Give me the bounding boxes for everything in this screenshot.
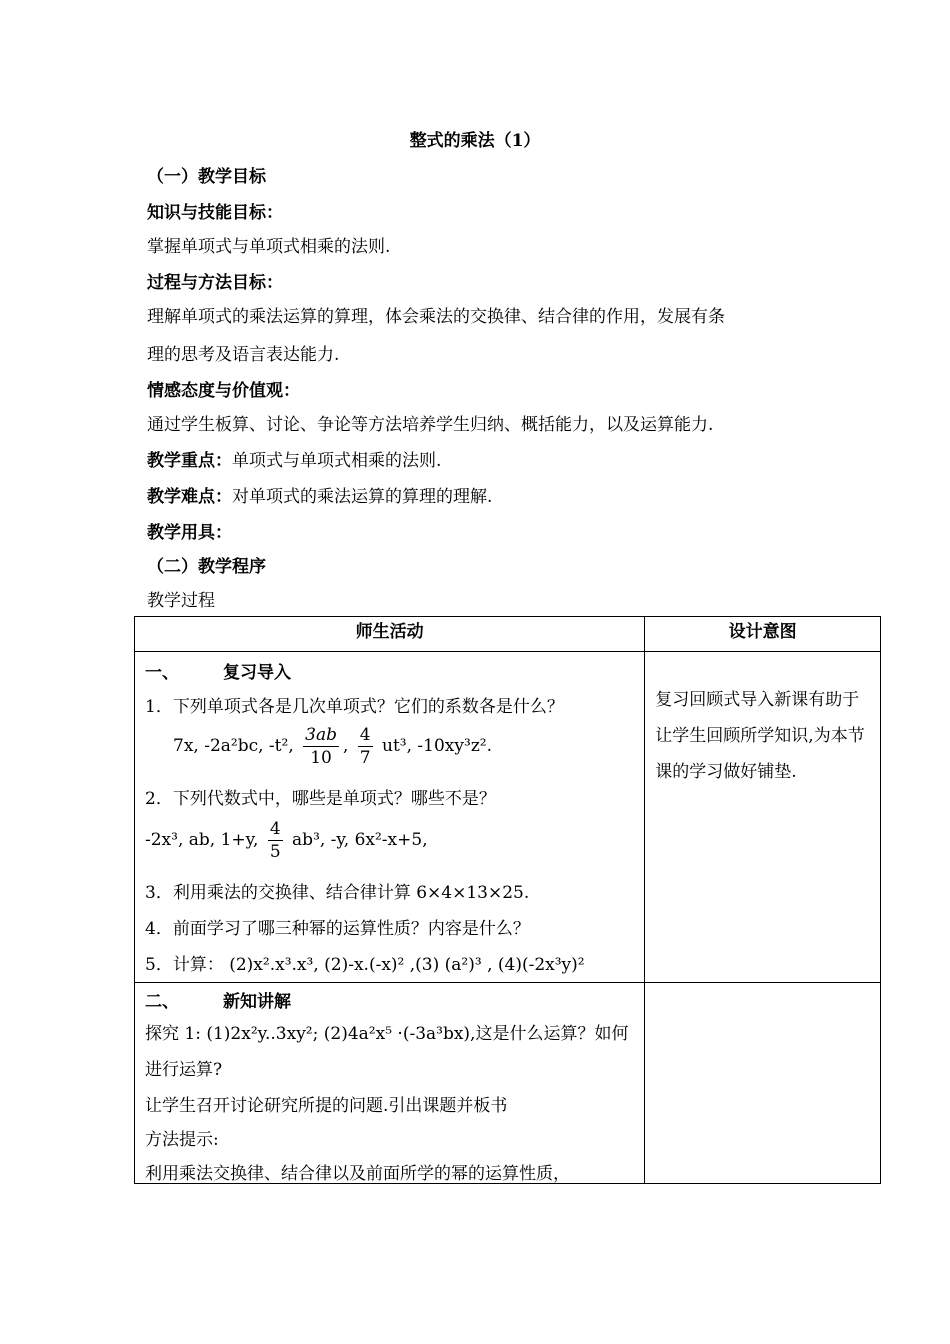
difficult-point-text: 对单项式的乘法运算的算理的理解. [232,487,493,507]
q1-frac2-den: 7 [359,748,371,768]
row1-question-1-expression [173,724,492,769]
row2-heading-text: 新知讲解 [223,992,291,1012]
q2-frac-den: 5 [269,842,281,862]
row1-question-1: 1．下列单项式各是几次单项式？它们的系数各是什么？ [145,697,564,717]
row1-intent-text: 复习回顾式导入新课有助于让学生回顾所学知识,为本节课的学习做好铺垫. [655,690,865,782]
knowledge-goal-text: 掌握单项式与单项式相乘的法则. [147,237,391,257]
row2-text-4: 方法提示: [145,1130,219,1150]
table-row [135,983,881,1184]
q2-expr-a: -2x³, ab, 1+y, [145,830,259,850]
process-goal-text-line2: 理的思考及语言表达能力. [147,345,340,365]
row2-text-1: 探究 1: (1)2x²y..3xy²; (2)4a²x⁵ ·(-3a³bx),这是什么运算？如何 [145,1024,629,1044]
q2-frac-num: 4 [269,819,281,839]
q1-frac2-num: 4 [359,725,371,745]
row1-intent-cell [645,652,881,983]
key-point-label: 教学重点： [147,451,232,471]
row2-heading [145,987,291,1012]
q1-fraction-1 [303,724,339,769]
key-point [147,446,441,471]
q1-expr-b: ut³, -10xy³z². [382,736,492,756]
row1-heading-text: 复习导入 [223,663,291,683]
row1-question-2: 2．下列代数式中，哪些是单项式？哪些不是？ [145,789,496,809]
lesson-table [134,616,881,1184]
table-header-row [135,617,881,652]
teaching-tools-label: 教学用具： [147,523,232,543]
row1-question-2-expression [145,818,428,863]
section-teaching-procedure: （二）教学程序 [147,557,266,577]
row1-heading-num: 一、 [145,663,179,683]
process-goal-label: 过程与方法目标： [147,273,283,293]
q1-fraction-2 [358,724,373,769]
table-header-activity: 师生活动 [135,617,645,652]
key-point-text: 单项式与单项式相乘的法则. [232,451,442,471]
knowledge-goal-label: 知识与技能目标： [147,203,283,223]
q1-expr-a: 7x, -2a²bc, -t², [173,736,294,756]
table-header-intent: 设计意图 [645,617,881,652]
page-title: 整式的乘法（1） [409,131,541,151]
difficult-point [147,482,492,507]
row2-intent-cell [645,983,881,1184]
emotion-goal-label: 情感态度与价值观： [147,381,300,401]
row2-text-2: 进行运算? [145,1060,223,1080]
row1-activity-cell [135,652,645,983]
row1-question-4: 4．前面学习了哪三种幂的运算性质？内容是什么？ [145,919,530,939]
row1-question-5: 5．计算： (2)x².x³.x³, (2)-x.(-x)² ,(3) (a²)³ , (4)(-2x³y)² [145,955,585,975]
row2-text-3: 让学生召开讨论研究所提的问题.引出课题并板书 [145,1096,508,1116]
q1-frac1-den: 10 [310,748,332,768]
row1-question-3: 3．利用乘法的交换律、结合律计算 6×4×13×25. [145,883,530,903]
process-caption: 教学过程 [147,591,215,611]
row2-heading-num: 二、 [145,992,179,1012]
q1-sep: , [342,736,349,756]
q1-frac1-num: 3ab [305,725,337,745]
difficult-point-label: 教学难点： [147,487,232,507]
section-teaching-goals: （一）教学目标 [147,167,266,187]
row2-activity-cell [135,983,645,1184]
q2-fraction [268,818,283,863]
row1-heading [145,658,291,683]
table-row [135,652,881,983]
row2-text-5: 利用乘法交换律、结合律以及前面所学的幂的运算性质， [145,1164,570,1184]
q2-expr-b: ab³, -y, 6x²-x+5, [292,830,428,850]
emotion-goal-text: 通过学生板算、讨论、争论等方法培养学生归纳、概括能力，以及运算能力. [147,415,714,435]
process-goal-text-line1: 理解单项式的乘法运算的算理，体会乘法的交换律、结合律的作用，发展有条 [147,307,725,327]
